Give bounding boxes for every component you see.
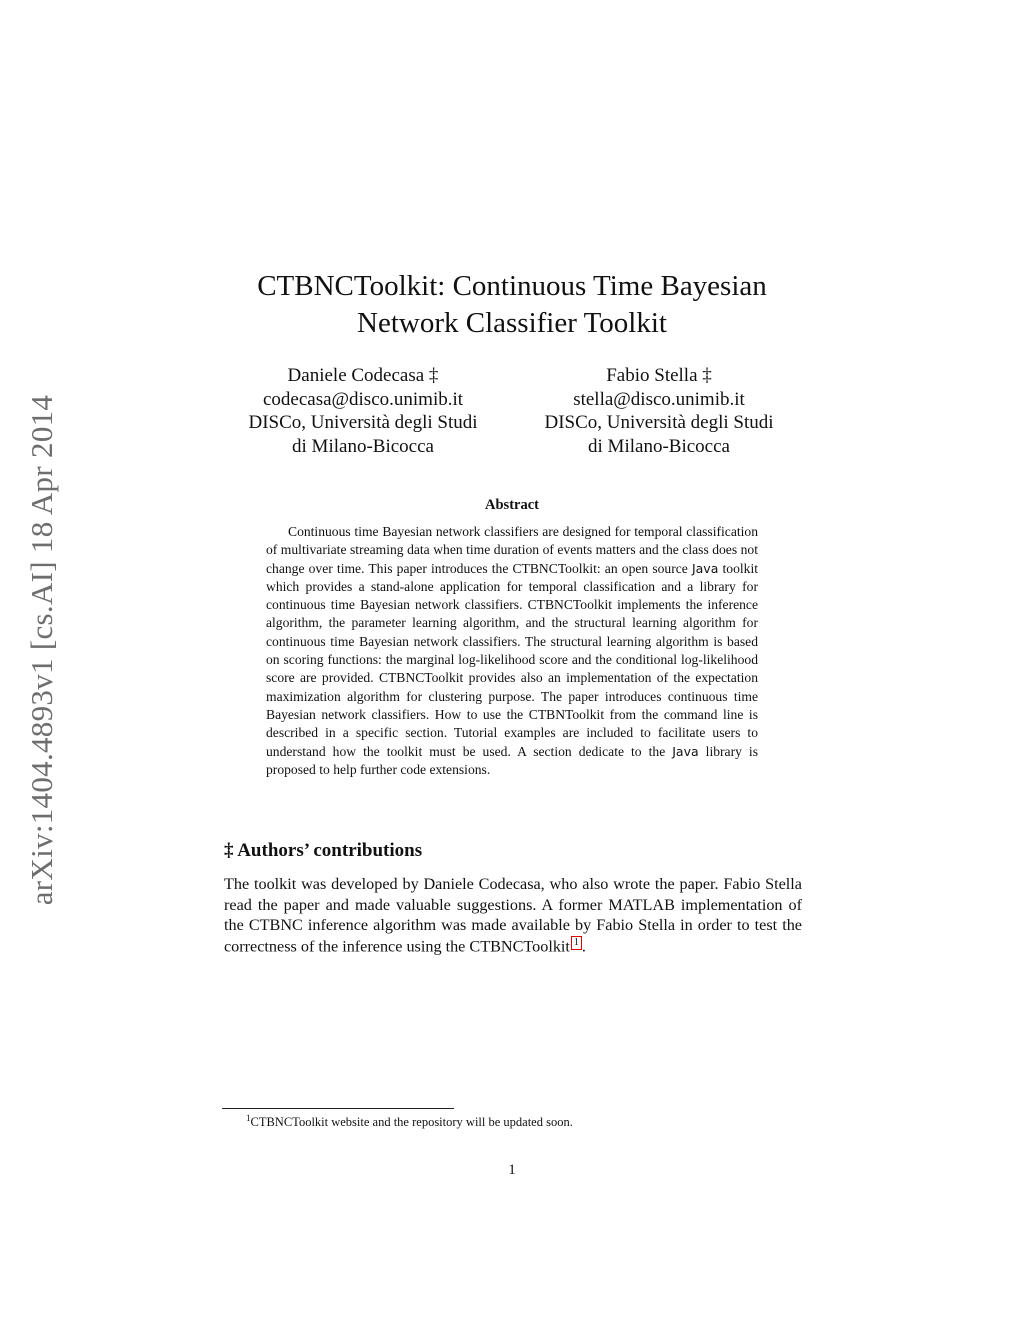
author-block-1: [218, 364, 508, 458]
abstract-heading: Abstract: [485, 497, 539, 513]
footnote-reference-link[interactable]: 1: [571, 936, 582, 950]
footnote-mark: 1: [246, 1113, 251, 1123]
footnote: [246, 1113, 573, 1130]
java-keyword: Java: [672, 743, 699, 759]
abstract-text-1: Continuous time Bayesian network classifiers are designed for temporal classification of multivariate streaming data when time duration of events matters and the class does not change over time. This paper introduces the CTBNCToolkit: an open source: [266, 524, 758, 576]
author-affiliation-cont: di Milano-Bicocca: [588, 435, 730, 457]
paper-title-line-1: CTBNCToolkit: Continuous Time Bayesian: [257, 270, 767, 302]
contributions-end: .: [581, 937, 586, 956]
footnote-text: CTBNCToolkit website and the repository will be updated soon.: [250, 1115, 573, 1130]
abstract-text-2: toolkit which provides a stand-alone application for temporal classification and a library for continuous time Bayesian network classifiers. CTBNCToolkit implements the inference algorithm, the parameter learning algorithm, and the structural learning algorithm for continuous time Bayesian network classifiers. The structural learning algorithm is based on scoring functions: the marginal log-likelihood score and the conditional log-likelihood score are provided. CTBNCToolkit provides also an implementation of the expectation maximization algorithm for clustering purpose. The paper introduces continuous time Bayesian network classifiers. How to use the CTBNToolkit from the command line is described in a specific section. Tutorial examples are included to facilitate users to understand how the toolkit must be used. A section dedicate to the: [266, 560, 758, 759]
java-keyword: Java: [691, 560, 719, 576]
author-name: Fabio Stella ‡: [606, 365, 712, 386]
author-email: codecasa@disco.unimib.it: [262, 388, 464, 410]
paper-title-line-2: Network Classifier Toolkit: [357, 307, 667, 339]
author-block-2: [514, 364, 804, 458]
author-affiliation: DISCo, Università degli Studi: [248, 412, 478, 433]
contributions-heading: ‡ Authors’ contributions: [224, 840, 423, 861]
author-affiliation-cont: di Milano-Bicocca: [292, 435, 434, 457]
footnote-divider: [222, 1108, 454, 1109]
author-affiliation: DISCo, Università degli Studi: [544, 412, 774, 433]
arxiv-identifier-stamp: arXiv:1404.4893v1 [cs.AI] 18 Apr 2014: [24, 394, 59, 906]
paper-title: [220, 268, 804, 342]
abstract-body: [266, 523, 758, 779]
author-email: stella@disco.unimib.it: [573, 388, 745, 410]
author-name: Daniele Codecasa ‡: [287, 365, 439, 386]
contributions-body: [224, 874, 802, 957]
page-number: 1: [508, 1162, 516, 1178]
abstract-text-3: library is proposed to help further code extensions.: [266, 743, 758, 777]
contributions-text: The toolkit was developed by Daniele Codecasa, who also wrote the paper. Fabio Stella read the paper and made valuable suggestions. A former MATLAB implementation of the CTBNC inference algorithm was made available by Fabio Stella in order to test the correctness of the inference using the CTBNCToolkit: [224, 875, 802, 956]
